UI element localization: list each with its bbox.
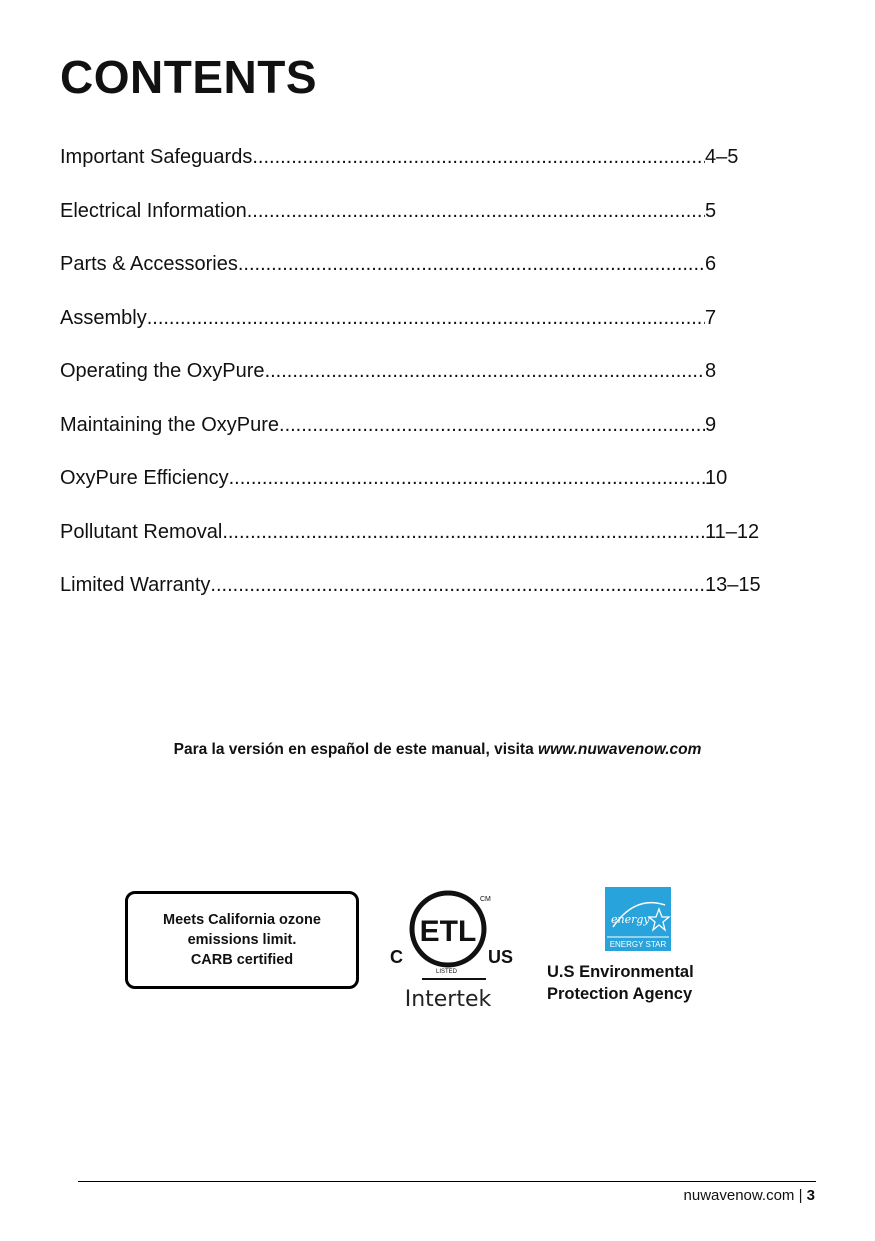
- toc-entry[interactable]: [60, 197, 780, 251]
- toc-label: Operating the OxyPure: [60, 360, 265, 382]
- footer-separator: |: [794, 1187, 807, 1204]
- epa-line: Protection Agency: [547, 985, 693, 1003]
- energy-script: energy: [611, 913, 650, 926]
- table-of-contents: [60, 143, 780, 625]
- toc-entry[interactable]: [60, 411, 780, 465]
- toc-entry[interactable]: [60, 571, 780, 625]
- carb-line: CARB certified: [190, 952, 294, 968]
- toc-entry[interactable]: [60, 357, 780, 411]
- toc-label: Pollutant Removal: [60, 520, 223, 543]
- spanish-link[interactable]: www.nuwavenow.com: [538, 741, 702, 758]
- toc-label: Important Safeguards: [60, 146, 253, 168]
- etl-c: C: [390, 947, 403, 967]
- toc-page: 10: [705, 467, 728, 489]
- dot-leader: [229, 464, 705, 518]
- etl-listed: LISTED: [436, 969, 458, 975]
- toc-page: 11–12: [705, 520, 760, 543]
- toc-entry[interactable]: [60, 304, 780, 358]
- spanish-text: Para la versión en español de este manual, visita: [173, 741, 539, 758]
- toc-page: 7: [705, 306, 717, 329]
- toc-page: 6: [705, 253, 717, 275]
- epa-label: [547, 961, 694, 1005]
- etl-listed-logo: [388, 885, 518, 1010]
- dot-leader: [265, 357, 705, 411]
- toc-entry[interactable]: [60, 143, 780, 197]
- toc-label: Maintaining the OxyPure: [60, 413, 280, 436]
- footer-rule: [78, 1181, 816, 1182]
- dot-leader: [222, 518, 705, 572]
- toc-page: 9: [705, 413, 717, 436]
- footer: [684, 1187, 815, 1204]
- carb-line: Meets California ozone: [163, 912, 321, 928]
- energy-star-label: ENERGY STAR: [609, 940, 667, 949]
- toc-label: Electrical Information: [60, 199, 247, 222]
- dot-leader: [247, 197, 705, 251]
- energy-star-logo: [605, 887, 671, 951]
- dot-leader: [210, 571, 705, 625]
- dot-leader: [238, 250, 705, 304]
- toc-page: 5: [705, 199, 717, 222]
- dot-leader: [252, 143, 705, 197]
- toc-label: Assembly: [60, 306, 147, 329]
- toc-page: 13–15: [705, 574, 761, 596]
- dot-leader: [147, 304, 705, 358]
- etl-mark: ETL: [419, 915, 477, 948]
- toc-entry[interactable]: [60, 464, 780, 518]
- epa-line: U.S Environmental: [547, 963, 694, 981]
- footer-site[interactable]: nuwavenow.com: [683, 1187, 795, 1204]
- page-title: CONTENTS: [60, 51, 317, 103]
- dot-leader: [279, 411, 705, 465]
- toc-entry[interactable]: [60, 250, 780, 304]
- etl-us: US: [488, 947, 514, 967]
- page-number: 3: [806, 1187, 815, 1204]
- carb-line: emissions limit.: [187, 932, 297, 948]
- toc-entry[interactable]: [60, 518, 780, 572]
- intertek-text: Intertek: [404, 987, 492, 1010]
- etl-cm: CM: [480, 896, 491, 903]
- spanish-note: [0, 741, 875, 759]
- toc-label: Limited Warranty: [60, 574, 211, 596]
- toc-page: 8: [705, 360, 717, 382]
- toc-page: 4–5: [705, 146, 739, 168]
- toc-label: OxyPure Efficiency: [60, 467, 229, 489]
- toc-label: Parts & Accessories: [60, 253, 238, 275]
- carb-badge: [125, 891, 359, 989]
